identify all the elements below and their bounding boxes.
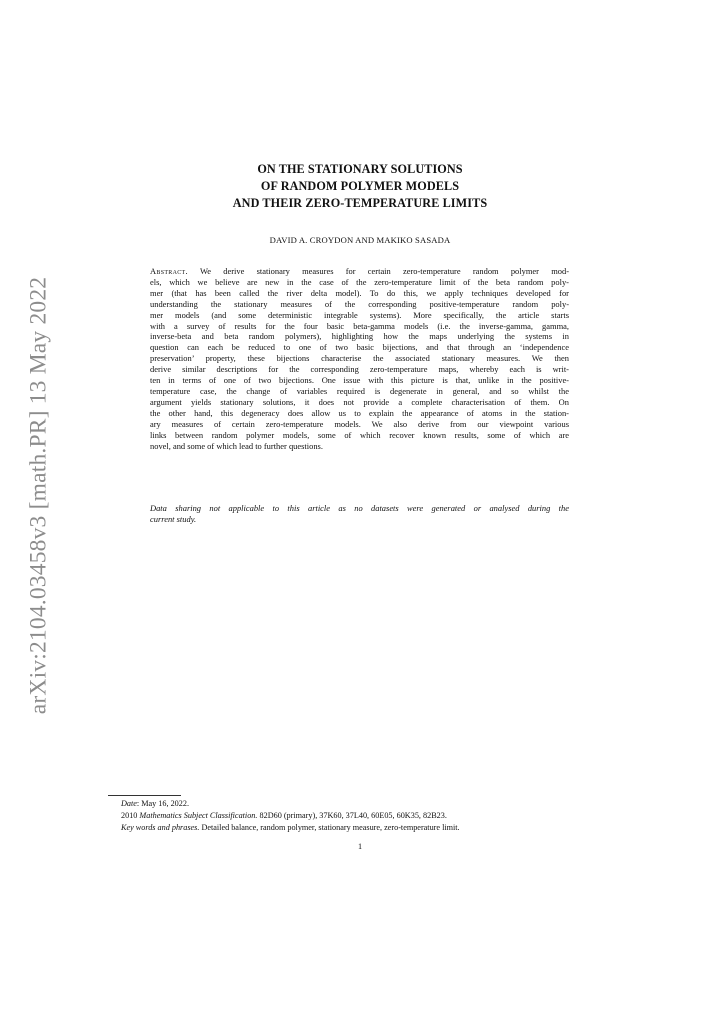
abstract-line: inverse-beta and beta random polymers), highlighting how the maps underlying the systems in: [150, 331, 569, 342]
paper-authors: DAVID A. CROYDON AND MAKIKO SASADA: [269, 235, 451, 245]
abstract-line-text: We derive stationary measures for certain zero-temperature random polymer mod-: [200, 266, 569, 276]
footnote-msc-value: 82D60 (primary), 37K60, 37L40, 60E05, 60K35, 82B23.: [257, 811, 447, 820]
footnote-divider: [108, 795, 181, 796]
title-line: AND THEIR ZERO-TEMPERATURE LIMITS: [232, 196, 488, 210]
data-sharing-line: current study.: [150, 513, 197, 524]
title-line: ON THE STATIONARY SOLUTIONS: [257, 162, 463, 176]
abstract-line: understanding the stationary measures of the corresponding positive-temperature random poly-: [150, 298, 569, 309]
abstract-line: mer (that has been called the river delta model). To do this, we apply techniques developed for: [150, 287, 569, 298]
paper-title: [0, 161, 720, 212]
arxiv-identifier-text: arXiv:2104.03458v3 [math.PR] 13 May 2022: [25, 276, 52, 714]
footnote-keywords-label: Key words and phrases.: [121, 823, 200, 832]
footnote-keywords: [108, 822, 608, 834]
footnotes: [108, 798, 608, 834]
footnote-msc-label: Mathematics Subject Classification.: [139, 811, 258, 820]
abstract-line: [150, 266, 569, 277]
abstract-line: ten in terms of one of two bijections. One issue with this picture is that, unlike in the positive-: [150, 375, 569, 386]
footnote-date-value: : May 16, 2022.: [136, 799, 190, 808]
abstract-line: novel, and some of which lead to further questions.: [150, 440, 323, 451]
abstract-line: temperature case, the change of variables required is degenerate in general, and so whilst the: [150, 385, 569, 396]
abstract-line: ary measures of certain zero-temperature models. We also derive from our viewpoint various: [150, 418, 569, 429]
abstract-line: question can each be reduced to one of two basic bijections, and that through an ‘independence: [150, 342, 569, 353]
data-sharing-statement: [150, 503, 569, 525]
page-number: 1: [357, 842, 363, 851]
arxiv-identifier-stamp: [21, 270, 57, 720]
abstract-line: with a survey of results for the four basic beta-gamma models (i.e. the inverse-gamma, gamma,: [150, 320, 569, 331]
footnote-msc-prefix: 2010: [121, 811, 140, 820]
abstract-line: els, which we believe are new in the case of the zero-temperature limit of the beta random poly-: [150, 276, 569, 287]
footnote-date-label: Date: [121, 799, 137, 808]
abstract-heading: Abstract.: [150, 266, 188, 276]
footnote-msc: [108, 810, 608, 822]
data-sharing-line: Data sharing not applicable to this article as no datasets were generated or analysed during the: [150, 503, 569, 513]
abstract-line: preservation’ property, these bijections characterise the associated stationary measures. We then: [150, 353, 569, 364]
title-line: OF RANDOM POLYMER MODELS: [260, 179, 460, 193]
abstract-line: links between random polymer models, some of which recover known results, some of which are: [150, 429, 569, 440]
abstract: [150, 266, 569, 451]
abstract-line: the other hand, this degeneracy does allow us to explain the appearance of atoms in the station-: [150, 407, 569, 418]
footnote-date: [108, 798, 608, 810]
abstract-line: derive similar descriptions for the corresponding zero-temperature maps, whereby each is writ-: [150, 364, 569, 375]
abstract-line: argument yields stationary solutions, it does not provide a complete characterisation of them. On: [150, 396, 569, 407]
abstract-line: mer models (and some deterministic integrable systems). More specifically, the article starts: [150, 309, 569, 320]
footnote-keywords-value: Detailed balance, random polymer, stationary measure, zero-temperature limit.: [199, 823, 460, 832]
